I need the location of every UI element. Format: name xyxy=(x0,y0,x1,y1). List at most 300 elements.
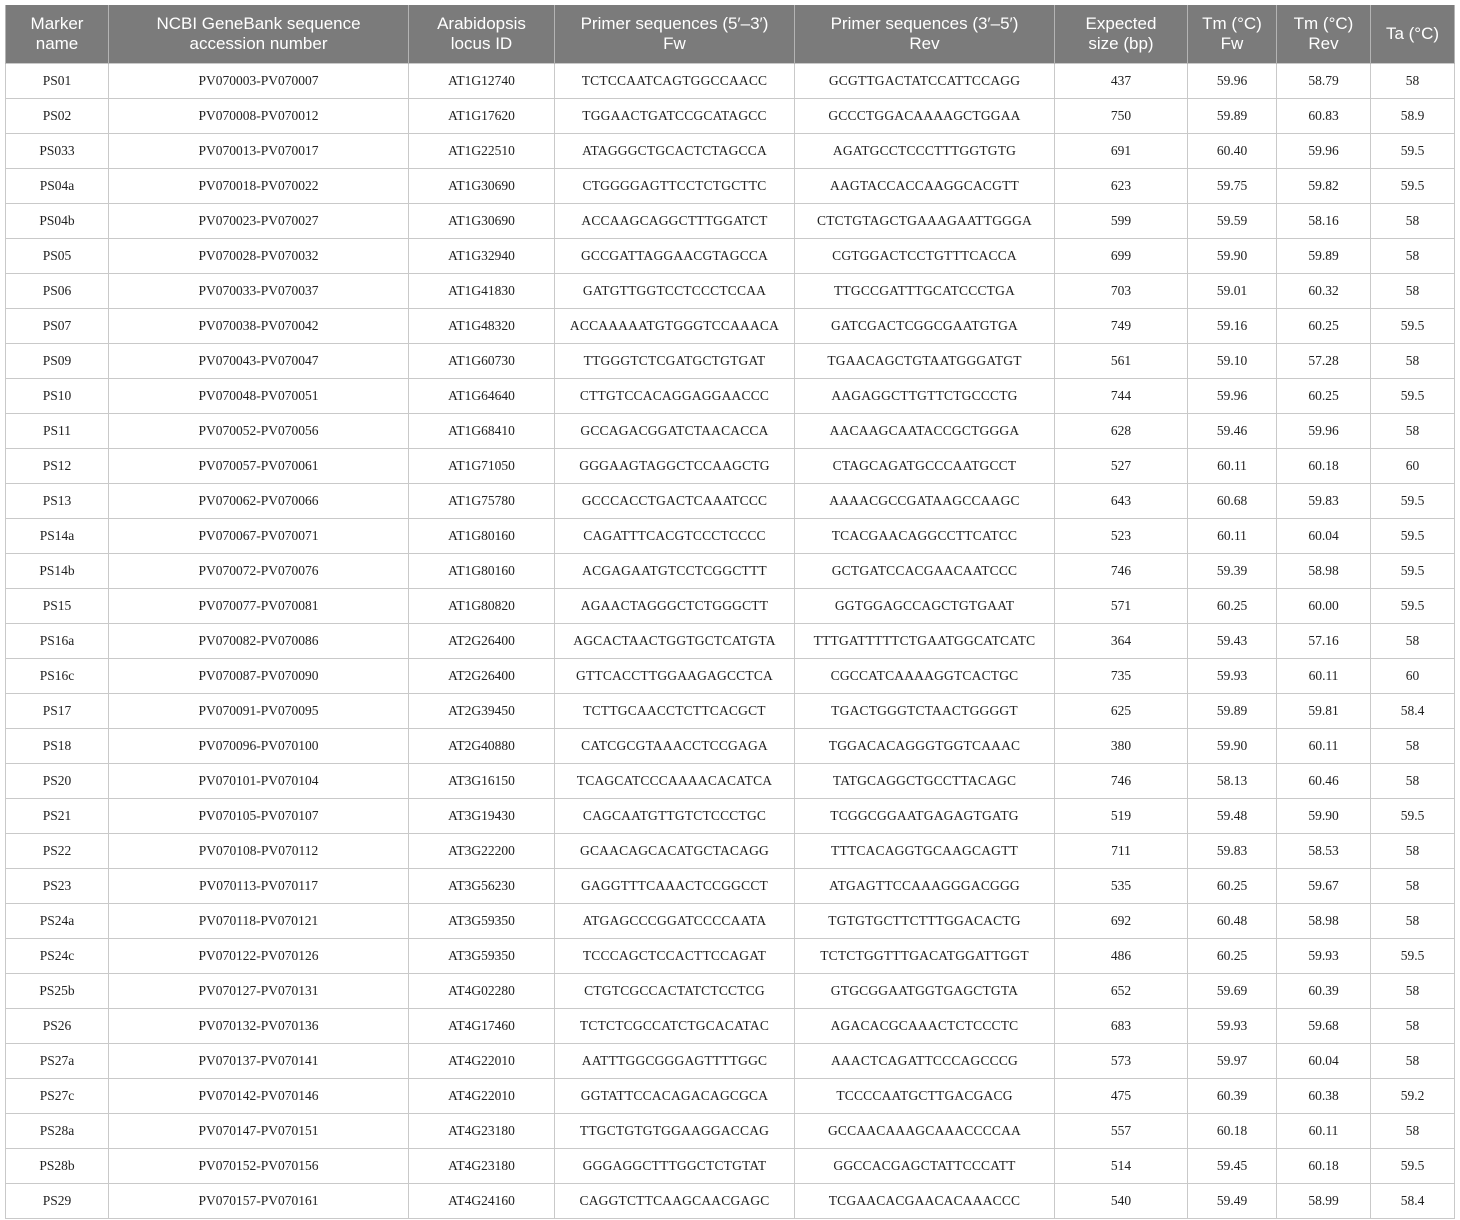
table-row xyxy=(6,309,1455,344)
ta-cell: 59.5 xyxy=(1371,519,1455,554)
ta-cell: 58.9 xyxy=(1371,99,1455,134)
primer-rev-cell: GCCCTGGACAAAAGCTGGAA xyxy=(795,99,1055,134)
locus-id-cell: AT1G75780 xyxy=(409,484,555,519)
marker-name-cell: PS17 xyxy=(6,694,109,729)
primer-fw-cell: GGTATTCCACAGACAGCGCA xyxy=(555,1079,795,1114)
marker-name-cell: PS23 xyxy=(6,869,109,904)
ta-cell: 59.2 xyxy=(1371,1079,1455,1114)
primer-fw-cell: TCTCTCGCCATCTGCACATAC xyxy=(555,1009,795,1044)
ta-cell: 58 xyxy=(1371,869,1455,904)
primer-rev-cell: TGAACAGCTGTAATGGGATGT xyxy=(795,344,1055,379)
ta-cell: 58 xyxy=(1371,904,1455,939)
tm-fw-cell: 60.68 xyxy=(1188,484,1277,519)
expected-size-cell: 540 xyxy=(1055,1184,1188,1219)
locus-id-cell: AT3G59350 xyxy=(409,939,555,974)
accession-number-cell: PV070038-PV070042 xyxy=(109,309,409,344)
locus-id-cell: AT1G32940 xyxy=(409,239,555,274)
table-row xyxy=(6,869,1455,904)
accession-number-cell: PV070033-PV070037 xyxy=(109,274,409,309)
primer-fw-cell: GGGAGGCTTTGGCTCTGTAT xyxy=(555,1149,795,1184)
tm-rev-cell: 60.18 xyxy=(1277,449,1371,484)
ta-cell: 58 xyxy=(1371,64,1455,99)
tm-fw-cell: 60.25 xyxy=(1188,939,1277,974)
primer-fw-cell: CAGCAATGTTGTCTCCCTGC xyxy=(555,799,795,834)
marker-name-cell: PS25b xyxy=(6,974,109,1009)
tm-rev-cell: 57.28 xyxy=(1277,344,1371,379)
marker-name-cell: PS27a xyxy=(6,1044,109,1079)
header-accession-number: NCBI GeneBank sequence accession number xyxy=(109,5,409,64)
header-tm-fw: Tm (°C) Fw xyxy=(1188,5,1277,64)
primer-fw-cell: GTTCACCTTGGAAGAGCCTCA xyxy=(555,659,795,694)
header-expected-size: Expected size (bp) xyxy=(1055,5,1188,64)
tm-fw-cell: 59.93 xyxy=(1188,1009,1277,1044)
marker-name-cell: PS10 xyxy=(6,379,109,414)
accession-number-cell: PV070008-PV070012 xyxy=(109,99,409,134)
table-row xyxy=(6,239,1455,274)
table-row xyxy=(6,169,1455,204)
locus-id-cell: AT4G22010 xyxy=(409,1044,555,1079)
tm-rev-cell: 60.38 xyxy=(1277,1079,1371,1114)
locus-id-cell: AT4G24160 xyxy=(409,1184,555,1219)
locus-id-cell: AT3G56230 xyxy=(409,869,555,904)
expected-size-cell: 652 xyxy=(1055,974,1188,1009)
tm-rev-cell: 58.53 xyxy=(1277,834,1371,869)
tm-rev-cell: 60.46 xyxy=(1277,764,1371,799)
accession-number-cell: PV070105-PV070107 xyxy=(109,799,409,834)
locus-id-cell: AT3G22200 xyxy=(409,834,555,869)
locus-id-cell: AT1G60730 xyxy=(409,344,555,379)
locus-id-cell: AT2G26400 xyxy=(409,659,555,694)
accession-number-cell: PV070122-PV070126 xyxy=(109,939,409,974)
primer-fw-cell: TCTTGCAACCTCTTCACGCT xyxy=(555,694,795,729)
primer-fw-cell: TGGAACTGATCCGCATAGCC xyxy=(555,99,795,134)
ta-cell: 58 xyxy=(1371,414,1455,449)
tm-fw-cell: 59.59 xyxy=(1188,204,1277,239)
primer-fw-cell: CTGGGGAGTTCCTCTGCTTC xyxy=(555,169,795,204)
header-locus-id: Arabidopsis locus ID xyxy=(409,5,555,64)
accession-number-cell: PV070018-PV070022 xyxy=(109,169,409,204)
locus-id-cell: AT1G17620 xyxy=(409,99,555,134)
expected-size-cell: 683 xyxy=(1055,1009,1188,1044)
tm-rev-cell: 60.25 xyxy=(1277,309,1371,344)
marker-name-cell: PS14a xyxy=(6,519,109,554)
primer-rev-cell: CGCCATCAAAAGGTCACTGC xyxy=(795,659,1055,694)
locus-id-cell: AT1G48320 xyxy=(409,309,555,344)
tm-rev-cell: 59.96 xyxy=(1277,134,1371,169)
expected-size-cell: 437 xyxy=(1055,64,1188,99)
expected-size-cell: 746 xyxy=(1055,764,1188,799)
table-row xyxy=(6,204,1455,239)
tm-fw-cell: 59.96 xyxy=(1188,379,1277,414)
expected-size-cell: 692 xyxy=(1055,904,1188,939)
tm-fw-cell: 59.10 xyxy=(1188,344,1277,379)
ta-cell: 58 xyxy=(1371,834,1455,869)
tm-rev-cell: 60.18 xyxy=(1277,1149,1371,1184)
tm-rev-cell: 59.83 xyxy=(1277,484,1371,519)
tm-fw-cell: 58.13 xyxy=(1188,764,1277,799)
primer-fw-cell: ATGAGCCCGGATCCCCAATA xyxy=(555,904,795,939)
primer-fw-cell: AGCACTAACTGGTGCTCATGTA xyxy=(555,624,795,659)
tm-rev-cell: 60.11 xyxy=(1277,659,1371,694)
table-row xyxy=(6,134,1455,169)
ta-cell: 58 xyxy=(1371,624,1455,659)
tm-fw-cell: 59.01 xyxy=(1188,274,1277,309)
primer-fw-cell: CAGATTTCACGTCCCTCCCC xyxy=(555,519,795,554)
expected-size-cell: 364 xyxy=(1055,624,1188,659)
accession-number-cell: PV070091-PV070095 xyxy=(109,694,409,729)
primer-fw-cell: GCCCACCTGACTCAAATCCC xyxy=(555,484,795,519)
expected-size-cell: 750 xyxy=(1055,99,1188,134)
primer-rev-cell: TCCCCAATGCTTGACGACG xyxy=(795,1079,1055,1114)
marker-name-cell: PS01 xyxy=(6,64,109,99)
primer-fw-cell: GAGGTTTCAAACTCCGGCCT xyxy=(555,869,795,904)
expected-size-cell: 628 xyxy=(1055,414,1188,449)
locus-id-cell: AT1G80160 xyxy=(409,519,555,554)
primer-rev-cell: TTTCACAGGTGCAAGCAGTT xyxy=(795,834,1055,869)
locus-id-cell: AT1G30690 xyxy=(409,169,555,204)
tm-fw-cell: 60.25 xyxy=(1188,869,1277,904)
header-primer-rev: Primer sequences (3′–5′) Rev xyxy=(795,5,1055,64)
ta-cell: 58 xyxy=(1371,729,1455,764)
expected-size-cell: 523 xyxy=(1055,519,1188,554)
tm-rev-cell: 60.00 xyxy=(1277,589,1371,624)
table-row xyxy=(6,834,1455,869)
ta-cell: 58 xyxy=(1371,764,1455,799)
accession-number-cell: PV070082-PV070086 xyxy=(109,624,409,659)
accession-number-cell: PV070113-PV070117 xyxy=(109,869,409,904)
primer-fw-cell: GCCGATTAGGAACGTAGCCA xyxy=(555,239,795,274)
locus-id-cell: AT1G22510 xyxy=(409,134,555,169)
tm-rev-cell: 60.11 xyxy=(1277,729,1371,764)
primer-rev-cell: GGTGGAGCCAGCTGTGAAT xyxy=(795,589,1055,624)
primer-rev-cell: TGTGTGCTTCTTTGGACACTG xyxy=(795,904,1055,939)
marker-name-cell: PS04b xyxy=(6,204,109,239)
ta-cell: 58 xyxy=(1371,1044,1455,1079)
locus-id-cell: AT1G12740 xyxy=(409,64,555,99)
header-primer-fw: Primer sequences (5′–3′) Fw xyxy=(555,5,795,64)
table-row xyxy=(6,379,1455,414)
table-row xyxy=(6,99,1455,134)
tm-rev-cell: 59.81 xyxy=(1277,694,1371,729)
tm-fw-cell: 59.49 xyxy=(1188,1184,1277,1219)
table-row xyxy=(6,939,1455,974)
accession-number-cell: PV070132-PV070136 xyxy=(109,1009,409,1044)
locus-id-cell: AT2G39450 xyxy=(409,694,555,729)
accession-number-cell: PV070052-PV070056 xyxy=(109,414,409,449)
ta-cell: 59.5 xyxy=(1371,799,1455,834)
tm-fw-cell: 59.90 xyxy=(1188,239,1277,274)
primer-fw-cell: ATAGGGCTGCACTCTAGCCA xyxy=(555,134,795,169)
primer-rev-cell: GATCGACTCGGCGAATGTGA xyxy=(795,309,1055,344)
ta-cell: 58.4 xyxy=(1371,694,1455,729)
tm-rev-cell: 60.11 xyxy=(1277,1114,1371,1149)
table-row xyxy=(6,449,1455,484)
tm-rev-cell: 60.04 xyxy=(1277,1044,1371,1079)
primer-rev-cell: CTAGCAGATGCCCAATGCCT xyxy=(795,449,1055,484)
expected-size-cell: 527 xyxy=(1055,449,1188,484)
tm-rev-cell: 59.82 xyxy=(1277,169,1371,204)
accession-number-cell: PV070028-PV070032 xyxy=(109,239,409,274)
table-row xyxy=(6,729,1455,764)
primer-fw-cell: TTGCTGTGTGGAAGGACCAG xyxy=(555,1114,795,1149)
tm-fw-cell: 59.89 xyxy=(1188,694,1277,729)
expected-size-cell: 380 xyxy=(1055,729,1188,764)
primer-rev-cell: AAAACGCCGATAAGCCAAGC xyxy=(795,484,1055,519)
primer-table xyxy=(5,5,1455,1219)
marker-name-cell: PS26 xyxy=(6,1009,109,1044)
table-row xyxy=(6,589,1455,624)
primer-fw-cell: CAGGTCTTCAAGCAACGAGC xyxy=(555,1184,795,1219)
accession-number-cell: PV070077-PV070081 xyxy=(109,589,409,624)
accession-number-cell: PV070043-PV070047 xyxy=(109,344,409,379)
locus-id-cell: AT1G80820 xyxy=(409,589,555,624)
table-row xyxy=(6,344,1455,379)
ta-cell: 58.4 xyxy=(1371,1184,1455,1219)
tm-rev-cell: 58.98 xyxy=(1277,904,1371,939)
marker-name-cell: PS09 xyxy=(6,344,109,379)
primer-fw-cell: ACGAGAATGTCCTCGGCTTT xyxy=(555,554,795,589)
primer-rev-cell: TCGGCGGAATGAGAGTGATG xyxy=(795,799,1055,834)
tm-fw-cell: 59.43 xyxy=(1188,624,1277,659)
primer-rev-cell: TGACTGGGTCTAACTGGGGT xyxy=(795,694,1055,729)
marker-name-cell: PS06 xyxy=(6,274,109,309)
expected-size-cell: 699 xyxy=(1055,239,1188,274)
marker-name-cell: PS20 xyxy=(6,764,109,799)
primer-rev-cell: CTCTGTAGCTGAAAGAATTGGGA xyxy=(795,204,1055,239)
marker-name-cell: PS13 xyxy=(6,484,109,519)
locus-id-cell: AT3G19430 xyxy=(409,799,555,834)
table-row xyxy=(6,1184,1455,1219)
marker-name-cell: PS16a xyxy=(6,624,109,659)
tm-fw-cell: 59.96 xyxy=(1188,64,1277,99)
primer-fw-cell: CTTGTCCACAGGAGGAACCC xyxy=(555,379,795,414)
tm-fw-cell: 59.48 xyxy=(1188,799,1277,834)
marker-name-cell: PS21 xyxy=(6,799,109,834)
table-body xyxy=(6,64,1455,1219)
tm-fw-cell: 60.18 xyxy=(1188,1114,1277,1149)
primer-fw-cell: TCAGCATCCCAAAACACATCA xyxy=(555,764,795,799)
tm-rev-cell: 59.67 xyxy=(1277,869,1371,904)
locus-id-cell: AT1G68410 xyxy=(409,414,555,449)
tm-rev-cell: 57.16 xyxy=(1277,624,1371,659)
primer-fw-cell: TCTCCAATCAGTGGCCAACC xyxy=(555,64,795,99)
ta-cell: 59.5 xyxy=(1371,379,1455,414)
tm-fw-cell: 59.69 xyxy=(1188,974,1277,1009)
marker-name-cell: PS24a xyxy=(6,904,109,939)
table-row xyxy=(6,64,1455,99)
accession-number-cell: PV070087-PV070090 xyxy=(109,659,409,694)
expected-size-cell: 557 xyxy=(1055,1114,1188,1149)
ta-cell: 58 xyxy=(1371,204,1455,239)
marker-name-cell: PS033 xyxy=(6,134,109,169)
table-row xyxy=(6,764,1455,799)
ta-cell: 60 xyxy=(1371,659,1455,694)
locus-id-cell: AT1G71050 xyxy=(409,449,555,484)
tm-rev-cell: 60.04 xyxy=(1277,519,1371,554)
primer-rev-cell: GCTGATCCACGAACAATCCC xyxy=(795,554,1055,589)
accession-number-cell: PV070118-PV070121 xyxy=(109,904,409,939)
marker-name-cell: PS27c xyxy=(6,1079,109,1114)
tm-rev-cell: 60.32 xyxy=(1277,274,1371,309)
marker-name-cell: PS24c xyxy=(6,939,109,974)
primer-rev-cell: GGCCACGAGCTATTCCCATT xyxy=(795,1149,1055,1184)
ta-cell: 58 xyxy=(1371,239,1455,274)
primer-rev-cell: AAACTCAGATTCCCAGCCCG xyxy=(795,1044,1055,1079)
marker-name-cell: PS28b xyxy=(6,1149,109,1184)
tm-fw-cell: 59.45 xyxy=(1188,1149,1277,1184)
primer-fw-cell: CTGTCGCCACTATCTCCTCG xyxy=(555,974,795,1009)
ta-cell: 59.5 xyxy=(1371,484,1455,519)
tm-fw-cell: 60.40 xyxy=(1188,134,1277,169)
primer-rev-cell: AGACACGCAAACTCTCCCTC xyxy=(795,1009,1055,1044)
primer-rev-cell: GCGTTGACTATCCATTCCAGG xyxy=(795,64,1055,99)
header-marker-name: Marker name xyxy=(6,5,109,64)
marker-name-cell: PS02 xyxy=(6,99,109,134)
expected-size-cell: 573 xyxy=(1055,1044,1188,1079)
ta-cell: 59.5 xyxy=(1371,1149,1455,1184)
accession-number-cell: PV070003-PV070007 xyxy=(109,64,409,99)
expected-size-cell: 571 xyxy=(1055,589,1188,624)
locus-id-cell: AT1G30690 xyxy=(409,204,555,239)
expected-size-cell: 691 xyxy=(1055,134,1188,169)
expected-size-cell: 643 xyxy=(1055,484,1188,519)
tm-fw-cell: 60.39 xyxy=(1188,1079,1277,1114)
primer-rev-cell: AACAAGCAATACCGCTGGGA xyxy=(795,414,1055,449)
tm-rev-cell: 59.68 xyxy=(1277,1009,1371,1044)
accession-number-cell: PV070127-PV070131 xyxy=(109,974,409,1009)
tm-fw-cell: 59.89 xyxy=(1188,99,1277,134)
marker-name-cell: PS14b xyxy=(6,554,109,589)
primer-rev-cell: AAGTACCACCAAGGCACGTT xyxy=(795,169,1055,204)
tm-fw-cell: 59.39 xyxy=(1188,554,1277,589)
tm-rev-cell: 58.16 xyxy=(1277,204,1371,239)
table-row xyxy=(6,1149,1455,1184)
ta-cell: 59.5 xyxy=(1371,939,1455,974)
marker-name-cell: PS16c xyxy=(6,659,109,694)
tm-fw-cell: 60.11 xyxy=(1188,449,1277,484)
primer-rev-cell: ATGAGTTCCAAAGGGACGGG xyxy=(795,869,1055,904)
expected-size-cell: 746 xyxy=(1055,554,1188,589)
marker-name-cell: PS29 xyxy=(6,1184,109,1219)
expected-size-cell: 475 xyxy=(1055,1079,1188,1114)
tm-fw-cell: 59.16 xyxy=(1188,309,1277,344)
table-row xyxy=(6,1114,1455,1149)
expected-size-cell: 703 xyxy=(1055,274,1188,309)
primer-fw-cell: GATGTTGGTCCTCCCTCCAA xyxy=(555,274,795,309)
tm-rev-cell: 59.90 xyxy=(1277,799,1371,834)
tm-fw-cell: 59.75 xyxy=(1188,169,1277,204)
table-row xyxy=(6,1044,1455,1079)
table-row xyxy=(6,484,1455,519)
ta-cell: 59.5 xyxy=(1371,134,1455,169)
table-row xyxy=(6,799,1455,834)
table-row xyxy=(6,519,1455,554)
expected-size-cell: 535 xyxy=(1055,869,1188,904)
table-row xyxy=(6,414,1455,449)
primer-fw-cell: GCAACAGCACATGCTACAGG xyxy=(555,834,795,869)
marker-name-cell: PS04a xyxy=(6,169,109,204)
expected-size-cell: 599 xyxy=(1055,204,1188,239)
primer-table-container xyxy=(5,5,1454,1219)
primer-rev-cell: TCACGAACAGGCCTTCATCC xyxy=(795,519,1055,554)
table-row xyxy=(6,904,1455,939)
expected-size-cell: 486 xyxy=(1055,939,1188,974)
table-row xyxy=(6,1079,1455,1114)
tm-fw-cell: 59.97 xyxy=(1188,1044,1277,1079)
table-row xyxy=(6,659,1455,694)
primer-rev-cell: TTGCCGATTTGCATCCCTGA xyxy=(795,274,1055,309)
expected-size-cell: 735 xyxy=(1055,659,1188,694)
tm-rev-cell: 60.25 xyxy=(1277,379,1371,414)
table-row xyxy=(6,554,1455,589)
expected-size-cell: 519 xyxy=(1055,799,1188,834)
primer-fw-cell: CATCGCGTAAACCTCCGAGA xyxy=(555,729,795,764)
primer-rev-cell: TCGAACACGAACACAAACCC xyxy=(795,1184,1055,1219)
table-row xyxy=(6,974,1455,1009)
primer-rev-cell: TCTCTGGTTTGACATGGATTGGT xyxy=(795,939,1055,974)
expected-size-cell: 623 xyxy=(1055,169,1188,204)
locus-id-cell: AT4G23180 xyxy=(409,1149,555,1184)
tm-fw-cell: 60.25 xyxy=(1188,589,1277,624)
expected-size-cell: 711 xyxy=(1055,834,1188,869)
locus-id-cell: AT1G80160 xyxy=(409,554,555,589)
locus-id-cell: AT3G59350 xyxy=(409,904,555,939)
accession-number-cell: PV070013-PV070017 xyxy=(109,134,409,169)
primer-rev-cell: GCCAACAAAGCAAACCCCAA xyxy=(795,1114,1055,1149)
tm-rev-cell: 58.99 xyxy=(1277,1184,1371,1219)
tm-fw-cell: 60.11 xyxy=(1188,519,1277,554)
expected-size-cell: 744 xyxy=(1055,379,1188,414)
tm-rev-cell: 59.93 xyxy=(1277,939,1371,974)
primer-rev-cell: TTTGATTTTTCTGAATGGCATCATC xyxy=(795,624,1055,659)
accession-number-cell: PV070023-PV070027 xyxy=(109,204,409,239)
locus-id-cell: AT2G40880 xyxy=(409,729,555,764)
expected-size-cell: 561 xyxy=(1055,344,1188,379)
accession-number-cell: PV070147-PV070151 xyxy=(109,1114,409,1149)
primer-fw-cell: GGGAAGTAGGCTCCAAGCTG xyxy=(555,449,795,484)
accession-number-cell: PV070137-PV070141 xyxy=(109,1044,409,1079)
locus-id-cell: AT1G41830 xyxy=(409,274,555,309)
table-header xyxy=(6,5,1455,64)
table-row xyxy=(6,624,1455,659)
ta-cell: 58 xyxy=(1371,974,1455,1009)
ta-cell: 58 xyxy=(1371,344,1455,379)
primer-fw-cell: TCCCAGCTCCACTTCCAGAT xyxy=(555,939,795,974)
primer-fw-cell: ACCAAGCAGGCTTTGGATCT xyxy=(555,204,795,239)
primer-rev-cell: AAGAGGCTTGTTCTGCCCTG xyxy=(795,379,1055,414)
ta-cell: 59.5 xyxy=(1371,309,1455,344)
marker-name-cell: PS18 xyxy=(6,729,109,764)
accession-number-cell: PV070067-PV070071 xyxy=(109,519,409,554)
primer-fw-cell: TTGGGTCTCGATGCTGTGAT xyxy=(555,344,795,379)
accession-number-cell: PV070101-PV070104 xyxy=(109,764,409,799)
accession-number-cell: PV070062-PV070066 xyxy=(109,484,409,519)
table-row xyxy=(6,274,1455,309)
tm-fw-cell: 60.48 xyxy=(1188,904,1277,939)
tm-rev-cell: 58.79 xyxy=(1277,64,1371,99)
tm-rev-cell: 60.83 xyxy=(1277,99,1371,134)
accession-number-cell: PV070057-PV070061 xyxy=(109,449,409,484)
accession-number-cell: PV070142-PV070146 xyxy=(109,1079,409,1114)
marker-name-cell: PS05 xyxy=(6,239,109,274)
accession-number-cell: PV070108-PV070112 xyxy=(109,834,409,869)
ta-cell: 60 xyxy=(1371,449,1455,484)
primer-fw-cell: ACCAAAAATGTGGGTCCAAACA xyxy=(555,309,795,344)
expected-size-cell: 625 xyxy=(1055,694,1188,729)
locus-id-cell: AT4G17460 xyxy=(409,1009,555,1044)
marker-name-cell: PS07 xyxy=(6,309,109,344)
locus-id-cell: AT2G26400 xyxy=(409,624,555,659)
